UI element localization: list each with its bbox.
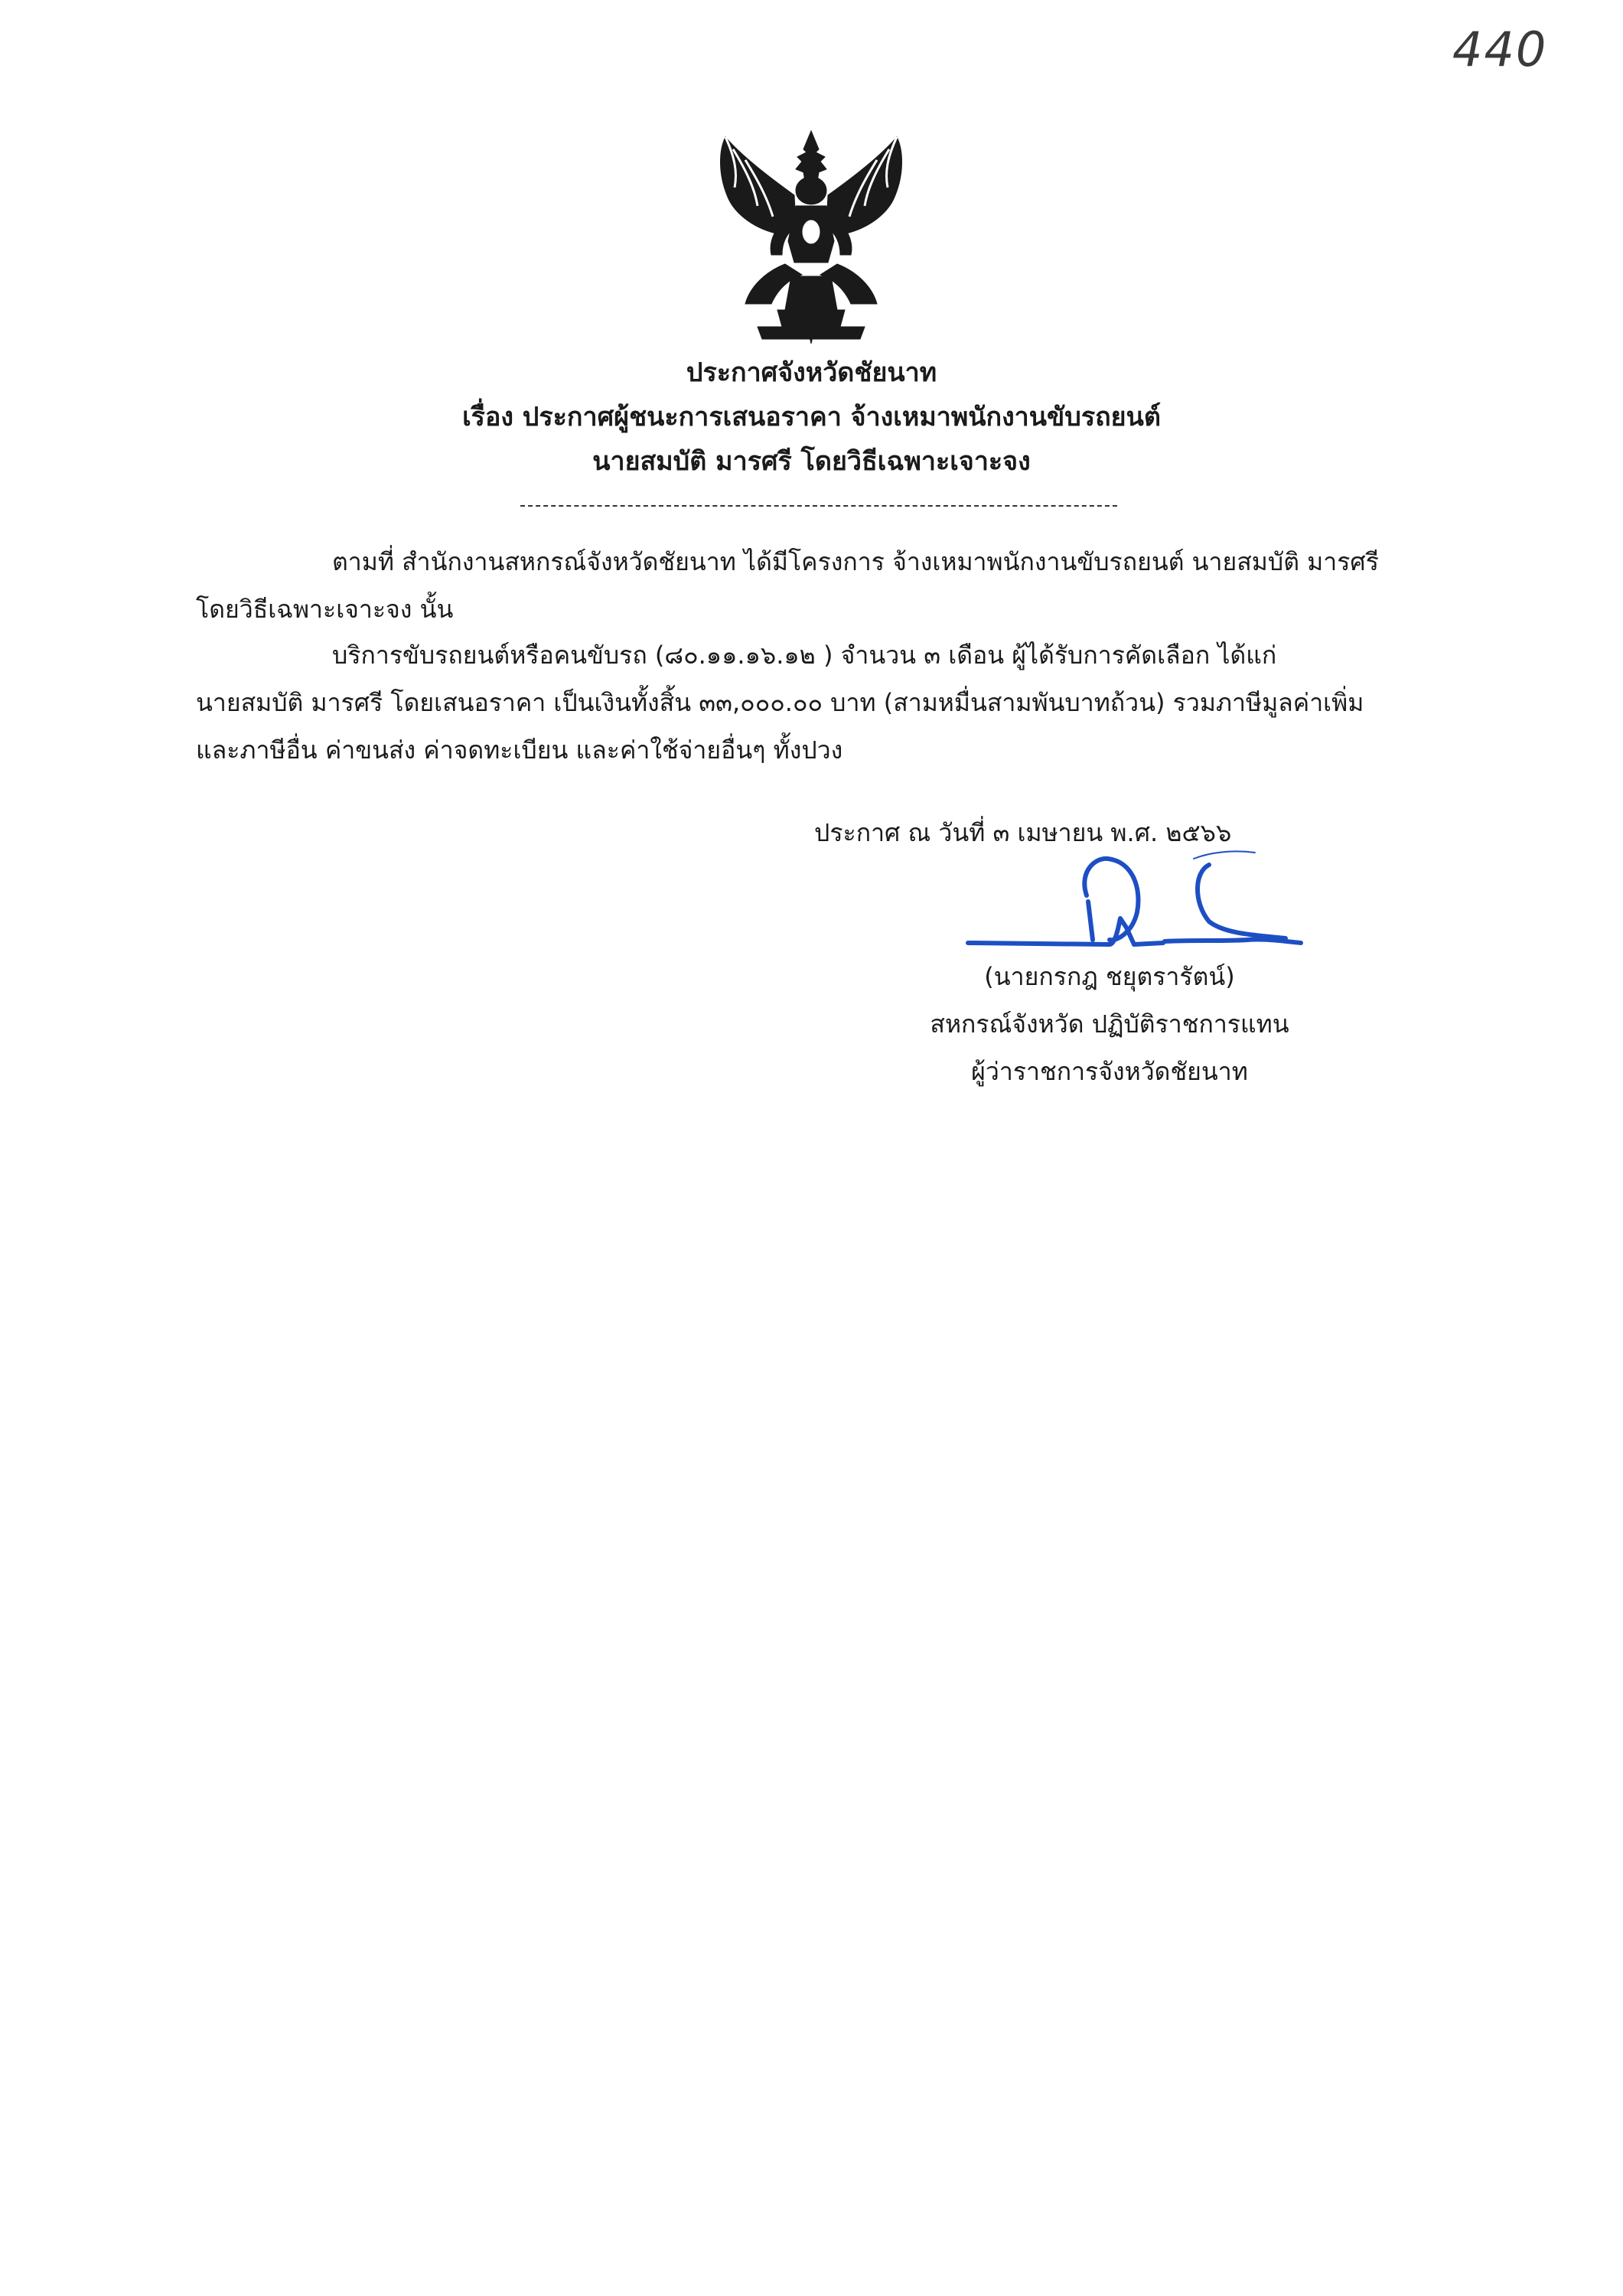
paragraph-1-line-1: ตามที่ สำนักงานสหกรณ์จังหวัดชัยนาท ได้มีโครงการ จ้างเหมาพนักงานขับรถยนต์ นายสมบัติ มารศรี: [332, 547, 1379, 576]
paragraph-2-line-3: และภาษีอื่น ค่าขนส่ง ค่าจดทะเบียน และค่าใช้จ่ายอื่นๆ ทั้งปวง: [196, 735, 843, 765]
title-divider: [520, 505, 1117, 507]
signer-position-1: สหกรณ์จังหวัด ปฏิบัติราชการแทน: [930, 1009, 1289, 1039]
signer-block: [903, 953, 1316, 1095]
document-title: [0, 351, 1623, 484]
paragraph-1-line-2: โดยวิธีเฉพาะเจาะจง นั้น: [196, 595, 454, 624]
announce-date: ประกาศ ณ วันที่ ๓ เมษายน พ.ศ. ๒๕๖๖: [814, 818, 1232, 847]
paragraph-2-line-1: บริการขับรถยนต์หรือคนขับรถ (๘๐.๑๑.๑๖.๑๒ ) จำนวน ๓ เดือน ผู้ได้รับการคัดเลือก ได้แก่: [332, 641, 1277, 670]
handwritten-signature: [964, 842, 1316, 957]
title-line-3: นายสมบัติ มารศรี โดยวิธีเฉพาะเจาะจง: [592, 446, 1031, 477]
garuda-emblem: [712, 126, 911, 344]
page-number: 440: [1452, 21, 1548, 77]
paragraph-2-line-2: นายสมบัติ มารศรี โดยเสนอราคา เป็นเงินทั้งสิ้น ๓๓,๐๐๐.๐๐ บาท (สามหมื่นสามพันบาทถ้วน) รวมภาษีมูลค่าเพิ่ม: [196, 688, 1364, 717]
paragraph-2: [196, 631, 1428, 774]
signer-name: (นายกรกฎ ชยุตรารัตน์): [984, 962, 1235, 991]
title-line-1: ประกาศจังหวัดชัยนาท: [686, 357, 937, 388]
paragraph-1: [196, 538, 1428, 633]
title-line-2: เรื่อง ประกาศผู้ชนะการเสนอราคา จ้างเหมาพนักงานขับรถยนต์: [462, 402, 1161, 432]
signer-position-2: ผู้ว่าราชการจังหวัดชัยนาท: [971, 1057, 1248, 1086]
